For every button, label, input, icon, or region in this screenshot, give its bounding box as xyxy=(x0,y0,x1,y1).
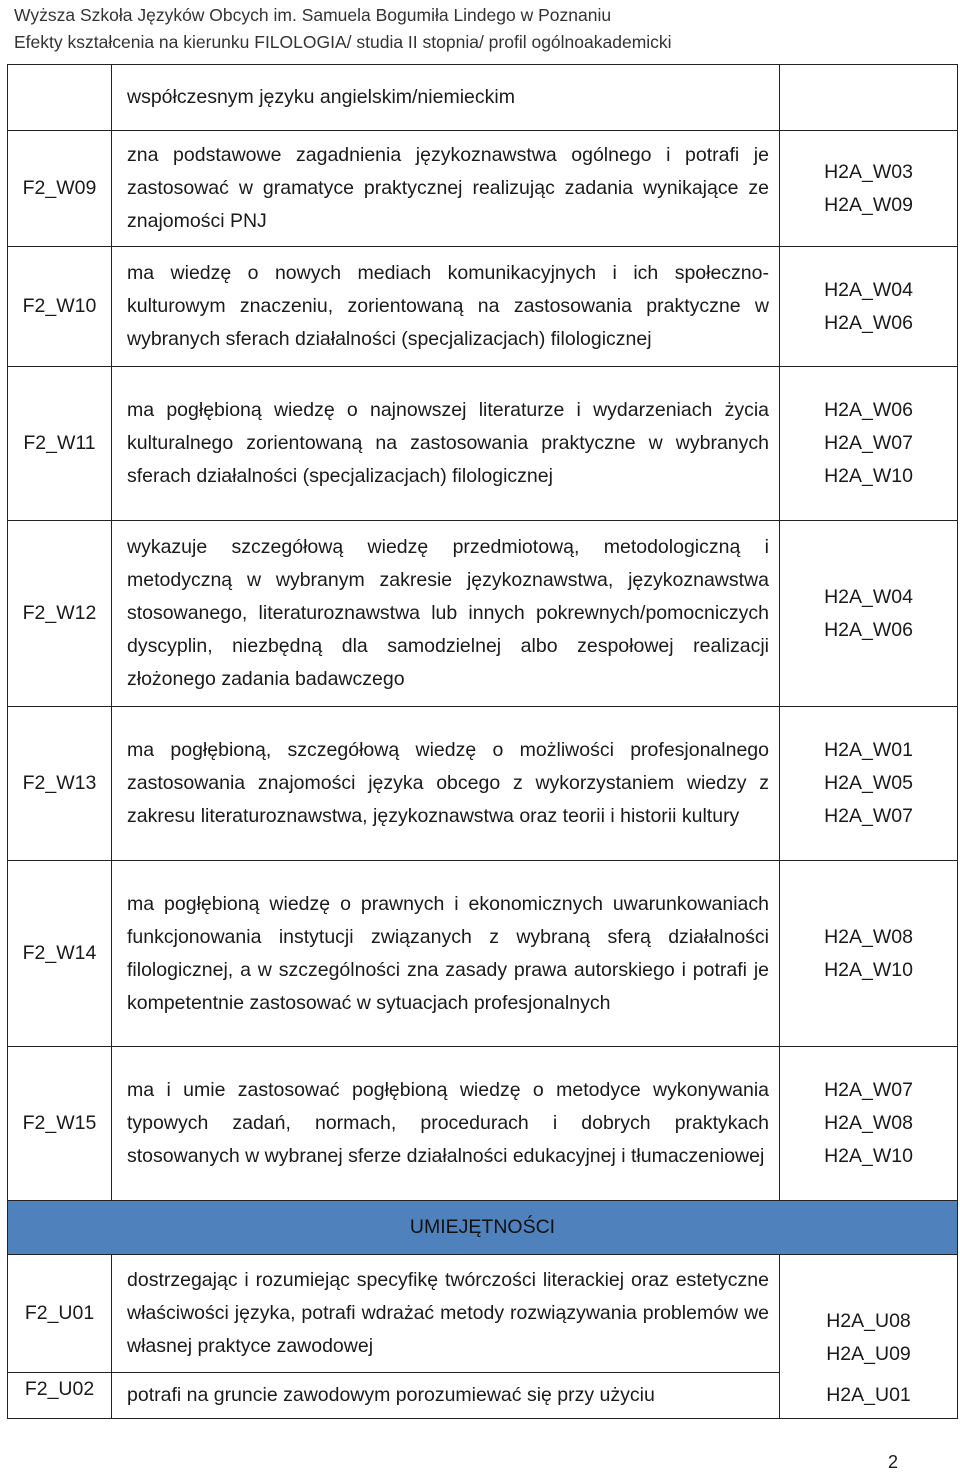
outcome-description: ma i umie zastosować pogłębioną wiedzę o metodyce wykonywania typowych zadań, normach, procedurach i dobrych praktykach stosowanych w wybranej sferze działalności edukacyjnej i tłumaczeniowej xyxy=(112,1047,780,1201)
outcome-description: potrafi na gruncie zawodowym porozumiewać się przy użyciu xyxy=(112,1373,780,1419)
outcome-references xyxy=(780,65,958,131)
section-title: UMIEJĘTNOŚCI xyxy=(8,1201,958,1255)
outcome-references xyxy=(780,367,958,521)
reference-code: H2A_W01 xyxy=(824,739,913,761)
page-number: 2 xyxy=(888,1452,899,1472)
outcome-code: F2_W13 xyxy=(8,707,112,861)
reference-code: H2A_W10 xyxy=(824,465,913,487)
table-row xyxy=(8,861,958,1047)
outcome-description: ma pogłębioną wiedzę o prawnych i ekonomicznych uwarunkowaniach funkcjonowania instytucji związanych z wybraną sferą działalności filologicznej, a w szczególności zna zasady prawa autorskiego i potrafi je kompetentnie zastosować w sytuacjach profesjonalnych xyxy=(112,861,780,1047)
table-row xyxy=(8,521,958,707)
reference-code: H2A_W08 xyxy=(824,925,913,948)
header-institution: Wyższa Szkoła Języków Obcych im. Samuela Bogumiła Lindego w Poznaniu xyxy=(14,5,612,25)
outcome-code xyxy=(8,65,112,131)
outcome-references xyxy=(780,861,958,1047)
outcome-description: dostrzegając i rozumiejąc specyfikę twórczości literackiej oraz estetyczne właściwości języka, potrafi wdrażać metody rozwiązywania problemów we własnej praktyce zawodowej xyxy=(112,1255,780,1373)
outcome-description: ma pogłębioną wiedzę o najnowszej literaturze i wydarzeniach życia kulturalnego zorientowaną na zastosowania praktyczne w wybranych sferach działalności (specjalizacjach) filologicznej xyxy=(112,367,780,521)
table-row xyxy=(8,367,958,521)
outcome-references xyxy=(780,1047,958,1201)
outcome-code: F2_U01 xyxy=(8,1255,112,1373)
table-row xyxy=(8,1255,958,1373)
reference-code: H2A_W08 xyxy=(824,1112,913,1134)
outcome-references xyxy=(780,1255,958,1419)
outcome-code: F2_W12 xyxy=(8,521,112,707)
table-row xyxy=(8,131,958,247)
outcome-code: F2_U02 xyxy=(8,1373,112,1419)
reference-code: H2A_W06 xyxy=(824,399,913,421)
outcome-description: ma wiedzę o nowych mediach komunikacyjnych i ich społeczno-kulturowym znaczeniu, zorientowaną na zastosowania praktyczne w wybranych sferach działalności (specjalizacjach) filologicznej xyxy=(112,247,780,367)
reference-code: H2A_W07 xyxy=(824,1079,913,1101)
reference-code: H2A_U01 xyxy=(826,1384,911,1406)
outcome-code: F2_W11 xyxy=(8,367,112,521)
reference-code: H2A_W06 xyxy=(824,618,913,641)
header-program: Efekty kształcenia na kierunku FILOLOGIA/ studia II stopnia/ profil ogólnoakademicki xyxy=(14,32,672,52)
reference-code: H2A_W04 xyxy=(824,585,913,608)
table-row xyxy=(8,65,958,131)
outcome-references xyxy=(780,247,958,367)
reference-code: H2A_W05 xyxy=(824,772,913,794)
outcome-description: współczesnym języku angielskim/niemieckim xyxy=(112,65,780,131)
reference-code: H2A_U08 xyxy=(826,1310,911,1332)
reference-code: H2A_W10 xyxy=(824,1145,913,1167)
outcome-references xyxy=(780,131,958,247)
reference-code: H2A_W06 xyxy=(824,311,913,334)
outcome-code: F2_W09 xyxy=(8,131,112,247)
section-header-row xyxy=(8,1201,958,1255)
outcome-description: ma pogłębioną, szczegółową wiedzę o możliwości profesjonalnego zastosowania znajomości języka obcego z wykorzystaniem wiedzy z zakresu literaturoznawstwa, językoznawstwa oraz teorii i historii kultury xyxy=(112,707,780,861)
outcome-description: zna podstawowe zagadnienia językoznawstwa ogólnego i potrafi je zastosować w gramatyce praktycznej realizując zadania wynikające ze znajomości PNJ xyxy=(112,131,780,247)
document-header xyxy=(14,2,672,56)
reference-code: H2A_W03 xyxy=(824,160,913,183)
reference-code: H2A_W10 xyxy=(824,958,913,981)
outcome-references xyxy=(780,521,958,707)
table-row xyxy=(8,1047,958,1201)
reference-code: H2A_W09 xyxy=(824,193,913,216)
table-row xyxy=(8,247,958,367)
learning-outcomes-table xyxy=(7,64,958,1419)
outcome-code: F2_W15 xyxy=(8,1047,112,1201)
outcome-code: F2_W10 xyxy=(8,247,112,367)
outcome-code: F2_W14 xyxy=(8,861,112,1047)
outcome-description: wykazuje szczegółową wiedzę przedmiotową, metodologiczną i metodyczną w wybranym zakresie językoznawstwa, językoznawstwa stosowanego, literaturoznawstwa lub innych pokrewnych/pomocniczych dyscyplin, niezbędną dla samodzielnej albo zespołowej realizacji złożonego zadania badawczego xyxy=(112,521,780,707)
reference-code: H2A_U09 xyxy=(826,1343,911,1365)
reference-code: H2A_W04 xyxy=(824,278,913,301)
outcome-references xyxy=(780,707,958,861)
table-row xyxy=(8,707,958,861)
reference-code: H2A_W07 xyxy=(824,432,913,454)
reference-code: H2A_W07 xyxy=(824,805,913,827)
